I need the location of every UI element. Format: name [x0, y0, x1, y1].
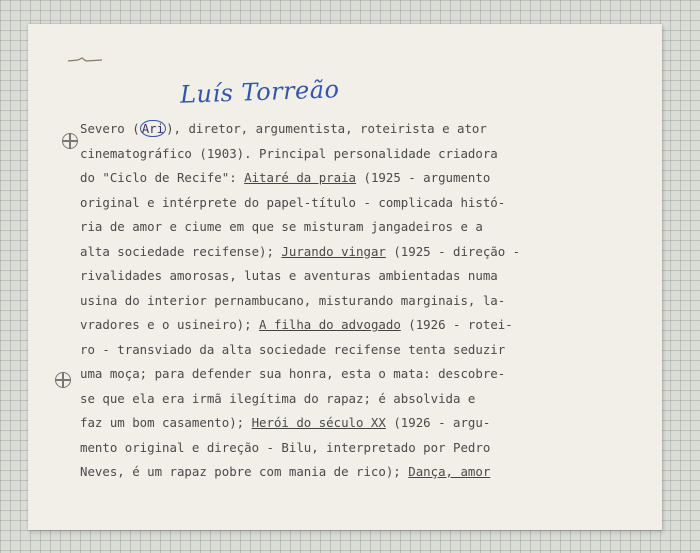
film-title: A filha do advogado — [259, 317, 401, 332]
text-segment: usina do interior pernambucano, misturando marginais, la- — [80, 292, 506, 308]
text-segment: alta sociedade recifense); — [80, 243, 282, 259]
text-line — [80, 264, 560, 289]
text-line — [80, 362, 560, 387]
text-segment: (1926 - argu- — [385, 415, 491, 430]
text-segment: uma moça; para defender sua honra, esta o mata: descobre- — [80, 366, 506, 381]
text-segment: ro - transviado da alta sociedade recifense tenta seduzir — [80, 341, 506, 357]
film-title: Aitaré da praia — [244, 170, 357, 185]
film-title: Jurando vingar — [281, 243, 386, 259]
staple-mark — [66, 56, 104, 64]
typed-text-body — [80, 117, 560, 485]
text-line — [80, 313, 560, 338]
text-segment: (1925 - direção - — [385, 243, 521, 259]
text-line — [80, 387, 560, 412]
text-line — [80, 436, 560, 461]
handwritten-note: Luís Torreão — [179, 75, 340, 109]
text-segment: (1925 - argumento — [356, 170, 491, 185]
text-segment: ), diretor, argumentista, roteirista e ator — [166, 121, 487, 136]
text-segment: Neves, é um rapaz pobre com mania de rico); — [80, 464, 409, 479]
text-segment: ria de amor e ciume em que se misturam jangadeiros e a — [80, 219, 483, 234]
text-line — [80, 166, 560, 191]
punch-hole-top-icon — [62, 133, 78, 149]
text-line — [80, 240, 560, 265]
punch-hole-bottom-icon — [55, 372, 71, 388]
text-line — [80, 338, 560, 363]
text-line — [80, 142, 560, 167]
text-segment: original e intérprete do papel-título - complicada histó- — [80, 194, 506, 210]
film-title: Herói do século XX — [251, 415, 386, 430]
text-segment: rivalidades amorosas, lutas e aventuras ambientadas numa — [80, 268, 498, 283]
text-segment: do "Ciclo de Recife": — [80, 170, 245, 185]
text-segment: (1926 - rotei- — [400, 317, 513, 332]
film-title: Dança, amor — [408, 464, 491, 479]
text-segment: mento original e direção - Bilu, interpretado por Pedro — [80, 439, 491, 455]
text-line — [80, 215, 560, 240]
text-segment: vradores e o usineiro); — [80, 317, 260, 332]
text-line — [80, 289, 560, 314]
circled-name: Ari — [141, 121, 165, 136]
text-segment: cinematográfico (1903). Principal personalidade criadora — [80, 145, 498, 161]
text-line — [80, 117, 560, 142]
text-line — [80, 460, 560, 485]
text-segment: faz um bom casamento); — [80, 415, 252, 430]
text-segment: Severo ( — [80, 121, 140, 136]
text-line — [80, 411, 560, 436]
text-line — [80, 191, 560, 216]
text-segment: se que ela era irmã ilegítima do rapaz; é absolvida e — [80, 390, 476, 406]
